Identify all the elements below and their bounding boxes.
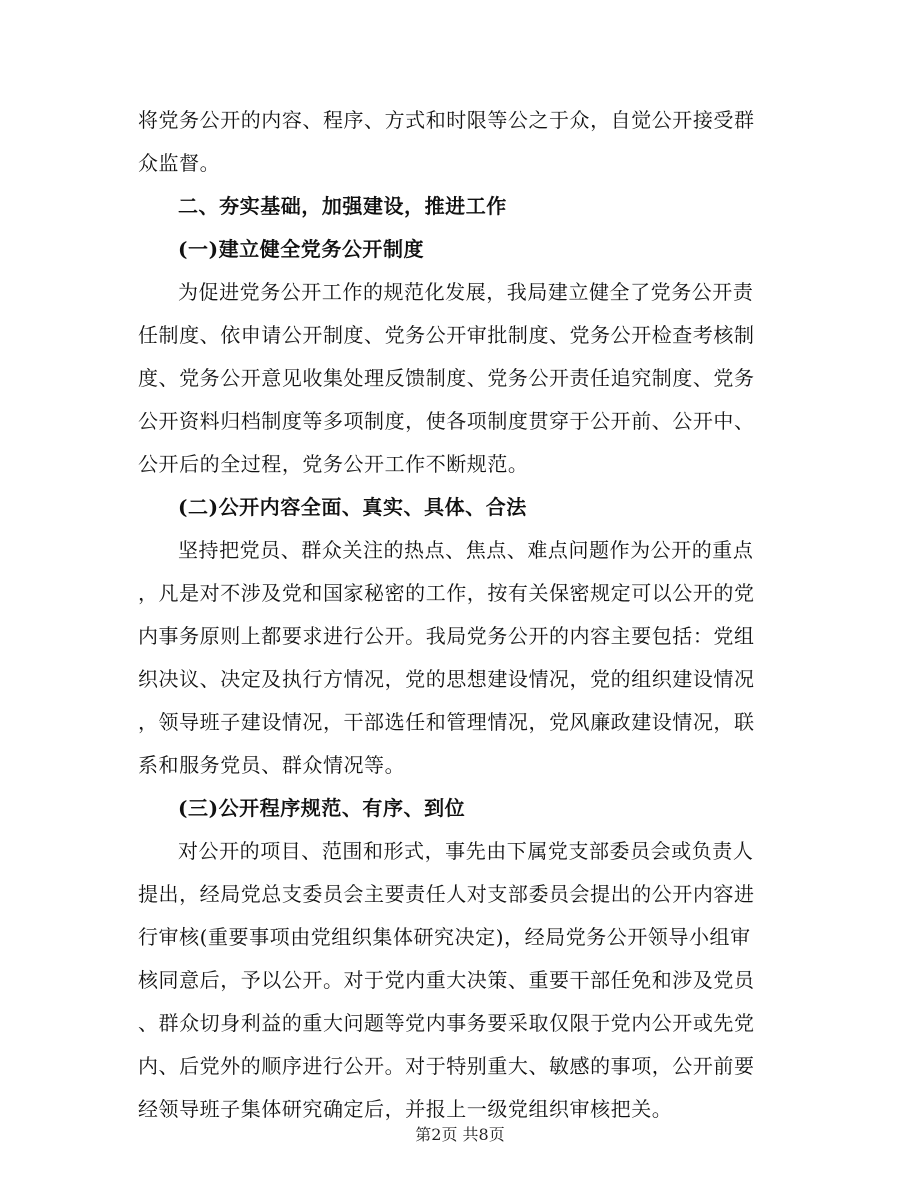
body-line: 核同意后，予以公开。对于党内重大决策、重要干部任免和涉及党员 [138, 968, 755, 992]
body-line: 织决议、决定及执行方情况，党的思想建设情况，党的组织建设情况 [138, 667, 755, 691]
body-line: 众监督。 [138, 151, 221, 175]
body-line: 为促进党务公开工作的规范化发展，我局建立健全了党务公开责 [178, 280, 754, 304]
body-line: 提出，经局党总支委员会主要责任人对支部委员会提出的公开内容进 [138, 882, 755, 906]
body-line: 任制度、依申请公开制度、党务公开审批制度、党务公开检查考核制 [138, 323, 755, 347]
body-line: 度、党务公开意见收集处理反馈制度、党务公开责任追究制度、党务 [138, 366, 755, 390]
body-line: 行审核(重要事项由党组织集体研究决定)，经局党务公开领导小组审 [138, 925, 751, 949]
subsection-heading: (一)建立健全党务公开制度 [178, 237, 425, 261]
body-line: 内事务原则上都要求进行公开。我局党务公开的内容主要包括：党组 [138, 624, 755, 648]
body-line: ，凡是对不涉及党和国家秘密的工作，按有关保密规定可以公开的党 [138, 581, 755, 605]
subsection-heading: (三)公开程序规范、有序、到位 [178, 796, 466, 820]
page-number: 第2页 共8页 [415, 1125, 505, 1144]
body-line: 将党务公开的内容、程序、方式和时限等公之于众，自觉公开接受群 [138, 108, 755, 132]
body-line: 对公开的项目、范围和形式，事先由下属党支部委员会或负责人 [178, 839, 754, 863]
body-line: ，领导班子建设情况，干部选任和管理情况，党风廉政建设情况，联 [138, 710, 755, 734]
body-line: 坚持把党员、群众关注的热点、焦点、难点问题作为公开的重点 [178, 538, 754, 562]
body-line: 公开资料归档制度等多项制度，使各项制度贯穿于公开前、公开中、 [138, 409, 755, 433]
body-line: 公开后的全过程，党务公开工作不断规范。 [138, 452, 529, 476]
body-line: 经领导班子集体研究确定后，并报上一级党组织审核把关。 [138, 1097, 673, 1121]
body-line: 、群众切身利益的重大问题等党内事务要采取仅限于党内公开或先党 [138, 1011, 755, 1035]
body-line: 内、后党外的顺序进行公开。对于特别重大、敏感的事项，公开前要 [138, 1054, 755, 1078]
section-heading: 二、夯实基础，加强建设，推进工作 [178, 194, 507, 218]
body-line: 系和服务党员、群众情况等。 [138, 753, 406, 777]
subsection-heading: (二)公开内容全面、真实、具体、合法 [178, 495, 527, 519]
